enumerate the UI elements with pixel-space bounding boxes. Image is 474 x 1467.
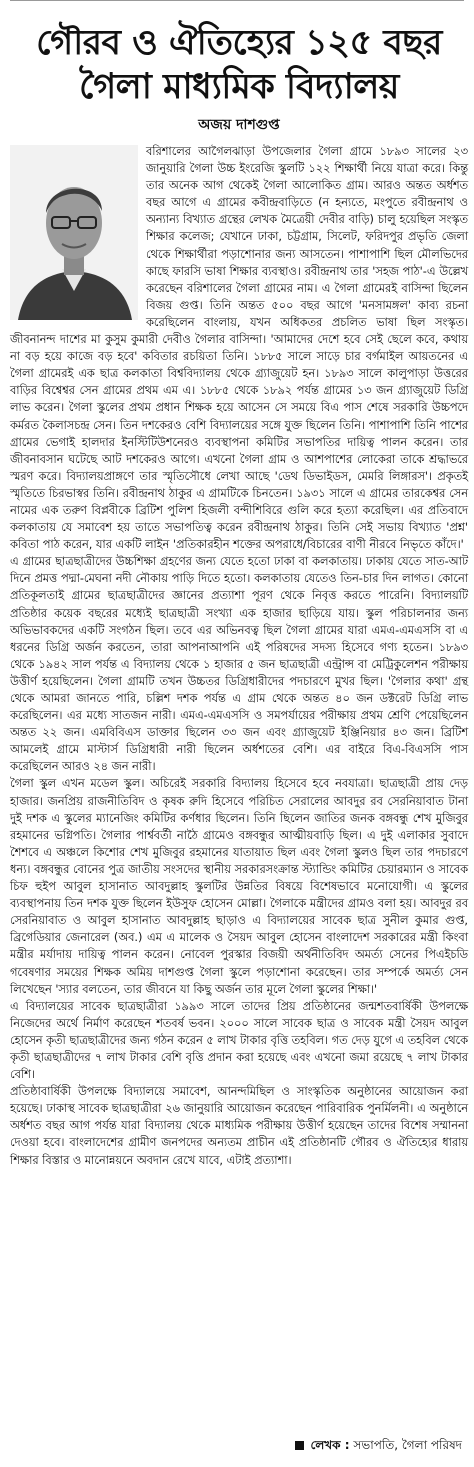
top-rule — [10, 0, 464, 9]
bullet-square-icon — [295, 1441, 304, 1450]
author-byline: অজয় দাশগুপ্ত — [198, 117, 280, 133]
headline-line-2: গৈলা মাধ্যমিক বিদ্যালয় — [79, 66, 399, 107]
headline-line-1: গৌরব ও ঐতিহ্যের ১২৫ বছর — [36, 22, 442, 63]
article-body — [10, 143, 468, 1169]
signature-text: সভাপতি, গৈলা পরিষদ — [353, 1438, 462, 1452]
paragraph-3: গৈলা স্কুল এখন মডেল স্কুল। অচিরেই সরকারি বিদ্যালয় হিসেবে হবে নবযাত্রা। ছাত্রছাত্রী প্রায় দেড় হাজার। জনপ্রিয় রাজনীতিবিদ ও কৃষক রুদি হিসেবে পরিচিত সেরালের আবদুর রব সেরনিয়াবাত টানা দুই দশক এ স্কুলের ম্যানেজিং কমিটির কর্ণধার ছিলেন। তিনি ছিলেন জাতির জনক বঙ্গবন্ধু শেখ মুজিবুর রহমানের ভগ্নিপতি। গৈলার পার্শ্ববর্তী নাঠৈ গ্রামেও বঙ্গবন্ধুর আত্মীয়বাড়ি ছিল। এ দুই এলাকার সুবাদে শৈশবে এ অঞ্চলে কিশোর শেখ মুজিবুর রহমানের যাতায়াত ছিল এবং গৈলা স্কুলও ছিল তার পদচারণে ধন্য। বঙ্গবন্ধুর বোনের পুত্র জাতীয় সংসদের স্থানীয় সরকারসংক্রান্ত স্ট্যান্ডিং কমিটির চেয়ারম্যান ও সাবেক চিফ হুইপ আবুল হাসানাত আবদুল্লাহ স্কুলটির উন্নতির বিষয়ে বিশেষভাবে মনোযোগী। এ স্কুলের ব্যবস্থাপনায় তিন দশক যুক্ত ছিলেন ইউসুফ হোসেন মোল্লা। গৈলাকে মন্ত্রীদের গ্রামও বলা হয়। আবদুর রব সেরনিয়াবাত ও আবুল হাসানাত আবদুল্লাহ ছাড়াও এ বিদ্যালয়ের সাবেক ছাত্র সুনীল কুমার গুপ্ত, ব্রিগেডিয়ার জেনারেল (অব.) এম এ মালেক ও সৈয়দ আবুল হোসেন বাংলাদেশ সরকারের মন্ত্রী কিংবা মন্ত্রীর মর্যাদায় দায়িত্ব পালন করেন। নোবেল পুরস্কার বিজয়ী অর্থনীতিবিদ অমর্ত্য সেনের পিএইচডি গবেষণার সময়ের শিক্ষক অমিয় দাশগুপ্ত গৈলা স্কুলে পড়াশোনা করেছেন। তার সম্পর্কে অমর্ত্য সেন লিখেছেন 'স্যার বলতেন, তার জীবনে যা কিছু অর্জন তার মূলে গৈলা স্কুলের শিক্ষা।' — [10, 777, 468, 996]
author-photo — [10, 145, 138, 320]
author-signature — [295, 1437, 462, 1457]
signature-label: লেখক : — [310, 1438, 350, 1452]
paragraph-1: বরিশালের আগৈলঝাড়া উপজেলার গৈলা গ্রামে ১৮৯৩ সালের ২৩ জানুয়ারি গৈলা উচ্চ ইংরেজি স্কুলটি ১২২ শিক্ষার্থী নিয়ে যাত্রা করে। কিন্তু তার অনেক আগ থেকেই গৈলা আলোকিত গ্রাম। আরও অন্তত অর্ধশত বছর আগে এ গ্রামের কবীন্দ্রবাড়িতে (ন হন্যতে, মংপুতে রবীন্দ্রনাথ ও অন্যান্য বিখ্যাত গ্রন্থের লেখক মৈত্রেয়ী দেবীর বাড়ি) চালু হয়েছিল সংস্কৃত শিক্ষার কলেজ; যেখানে ঢাকা, চট্টগ্রাম, সিলেট, ফরিদপুর প্রভৃতি জেলা থেকে শিক্ষার্থীরা পড়াশোনার জন্য আসতেন। পাশাপাশি ছিল মৌলভিদের কাছে ফারসি ভাষা শিক্ষার ব্যবস্থাও। রবীন্দ্রনাথ তার 'সহজ পাঠ'-এ উল্লেখ করেছেন বরিশালের গৈলা গ্রামের নাম। এ গৈলা গ্রামেরই বাসিন্দা ছিলেন বিজয় গুপ্ত। তিনি অন্তত ৫০০ বছর আগে 'মনসামঙ্গল' কাব্য রচনা করেছিলেন বাংলায়, যখন অধিকতর প্রচলিত ভাষা ছিল সংস্কৃত। জীবনানন্দ দাশের মা কুসুম কুমারী দেবীও গৈলার বাসিন্দা। 'আমাদের দেশে হবে সেই ছেলে কবে, কথায় না বড় হয়ে কাজে বড় হবে' কবিতার রচয়িতা তিনি। ১৮৮৫ সালে সাড়ে চার বর্গমাইল আয়তনের এ গৈলা গ্রামেরই এক ছাত্র কলকাতা বিশ্ববিদ্যালয় থেকে গ্র্যাজুয়েট হন। ১৮৯৩ সালে কালুপাড়া উত্তরের বাড়ির বিশ্বেশ্বর সেন গ্রামের প্রথম এম এ। ১৮৮৫ থেকে ১৮৯২ পর্যন্ত গ্রামের ১৩ জন গ্র্যাজুয়েট ডিগ্রি লাভ করেন। গৈলা স্কুলের প্রথম প্রধান শিক্ষক হয়ে আসেন সে সময়ে বিএ পাস শেষে সরকারি উচ্চপদে কর্মরত কৈলাসচন্দ্র সেন। তিন দশকেরও বেশি বিদ্যালয়ের সঙ্গে যুক্ত ছিলেন তিনি। পাশাপাশি তিনি পাশের গ্রামের ভেগাই হালদার ইনস্টিটিউশনেরও ব্যবস্থাপনা কমিটির সভাপতির দায়িত্ব পালন করেন। তার জীবনাবসান ঘটেছে আট দশকেরও আগে। এখনো গৈলা গ্রাম ও আশপাশের লোকেরা তাকে শ্রদ্ধাভরে স্মরণ করে। বিদ্যালয়প্রাঙ্গণে তার স্মৃতিসৌধে লেখা আছে 'ডেথ ডিভাইডস, মেমরি লিঙ্গারস'। প্রকৃতই স্মৃতিতে চিরভাস্বর তিনি। রবীন্দ্রনাথ ঠাকুর এ গ্রামটিকে চিনতেন। ১৯৩১ সালে এ গ্রামের তারকেশ্বর সেন নামের এক তরুণ বিপ্লবীকে ব্রিটিশ পুলিশ হিজলী বন্দীশিবিরে গুলি করে হত্যা করেছিল। এর প্রতিবাদে কলকাতায় যে সমাবেশ হয় তাতে সভাপতিত্ব করেন রবীন্দ্রনাথ ঠাকুর। তিনি সেই সভায় বিখ্যাত 'প্রশ্ন' কবিতা পাঠ করেন, যার একটি লাইন 'প্রতিকারহীন শক্তের অপরাধে/বিচারের বাণী নীরবে নিভৃতে কাঁদে।' — [10, 145, 468, 552]
headline — [10, 21, 468, 109]
paragraph-2: এ গ্রামের ছাত্রছাত্রীদের উচ্চশিক্ষা গ্রহণের জন্য যেতে হতো ঢাকা বা কলকাতায়। ঢাকায় যেতে সাত-আট দিনে প্রমত্ত পদ্মা-মেঘনা নদী নৌকায় পাড়ি দিতে হতো। কলকাতায় যেতেও তিন-চার দিন লাগত। কোনো প্রতিকূলতাই গ্রামের ছাত্রছাত্রীদের জ্ঞানের প্রত্যাশা পূরণ থেকে নিবৃত্ত করতে পারেনি। বিদ্যালয়টি প্রতিষ্ঠার কয়েক বছরের মধ্যেই ছাত্রছাত্রী সংখ্যা এক হাজার ছাড়িয়ে যায়। স্কুল পরিচালনার জন্য অভিভাবকদের একটি সংগঠন ছিল। তবে এর অভিনবত্ব ছিল গৈলা গ্রামের যারা এমএ-এমএসসি বা এ ধরনের ডিগ্রি অর্জন করতেন, তারা আপনাআপনি এই পরিষদের সদস্য হিসেবে গণ্য হতেন। ১৮৯৩ থেকে ১৯৪২ সাল পর্যন্ত এ বিদ্যালয় থেকে ১ হাজার ৫ জন ছাত্রছাত্রী এন্ট্রান্স বা মেট্রিকুলেশন পরীক্ষায় উত্তীর্ণ হয়েছিলেন। গৈলা গ্রামটি তখন উচ্চতর ডিগ্রিধারীদের পদচারণে মুখর ছিল। 'গৈলার কথা' গ্রন্থ থেকে আমরা জানতে পারি, চল্লিশ দশক পর্যন্ত এ গ্রাম থেকে অন্তত ৪০ জন ডক্টরেট ডিগ্রি লাভ করেছিলেন। এর মধ্যে সাতজন নারী। এমএ-এমএসসি ও সমপর্যায়ের পরীক্ষায় প্রথম শ্রেণি পেয়েছিলেন অন্তত ২২ জন। এমবিবিএস ডাক্তার ছিলেন ৩৩ জন এবং গ্র্যাজুয়েট ইঞ্জিনিয়ার ৪৩ জন। ব্রিটিশ আমলেই গ্রামে মাস্টার্স ডিগ্রিধারী নারী ছিলেন অর্ধশতের বেশি। এর বাইরে বিএ-বিএসসি পাস করেছিলেন আরও ২৪ জন নারী। — [10, 555, 468, 774]
paragraph-5: প্রতিষ্ঠাবার্ষিকী উপলক্ষে বিদ্যালয়ে সমাবেশ, আনন্দমিছিল ও সাংস্কৃতিক অনুষ্ঠানের আয়োজন করা হয়েছে। ঢাকাস্থ সাবেক ছাত্রছাত্রীরা ২৬ জানুয়ারি আয়োজন করেছেন পারিবারিক পুনর্মিলনী। এ অনুষ্ঠানে অর্ধশত বছর আগ পর্যন্ত যারা বিদ্যালয় থেকে মাধ্যমিক পরীক্ষায় উত্তীর্ণ হয়েছেন তাদের বিশেষ সম্মাননা দেওয়া হবে। বাংলাদেশের গ্রামীণ জনপদের অন্যতম প্রাচীন এই প্রতিষ্ঠানটি গৌরব ও ঐতিহ্যের ধারায় শিক্ষার বিস্তার ও মানোন্নয়নে অবদান রেখে যাবে, এটাই প্রত্যাশা। — [10, 1085, 468, 1167]
paragraph-4: এ বিদ্যালয়ের সাবেক ছাত্রছাত্রীরা ১৯৯৩ সালে তাদের প্রিয় প্রতিষ্ঠানের জন্মশতবার্ষিকী উপলক্ষে নিজেদের অর্থে নির্মাণ করেছেন শতবর্ষ ভবন। ২০০০ সালে সাবেক ছাত্র ও সাবেক মন্ত্রী সৈয়দ আবুল হোসেন কৃতী ছাত্রছাত্রীদের জন্য গঠন করেন ৫ লাখ টাকার বৃত্তি তহবিল। গত দেড় যুগে এ তহবিল থেকে কৃতী ছাত্রছাত্রীদের ৭ লাখ টাকার বেশি বৃত্তি প্রদান করা হয়েছে এবং এখনো জমা রয়েছে ৭ লাখ টাকার বেশি। — [10, 999, 468, 1082]
